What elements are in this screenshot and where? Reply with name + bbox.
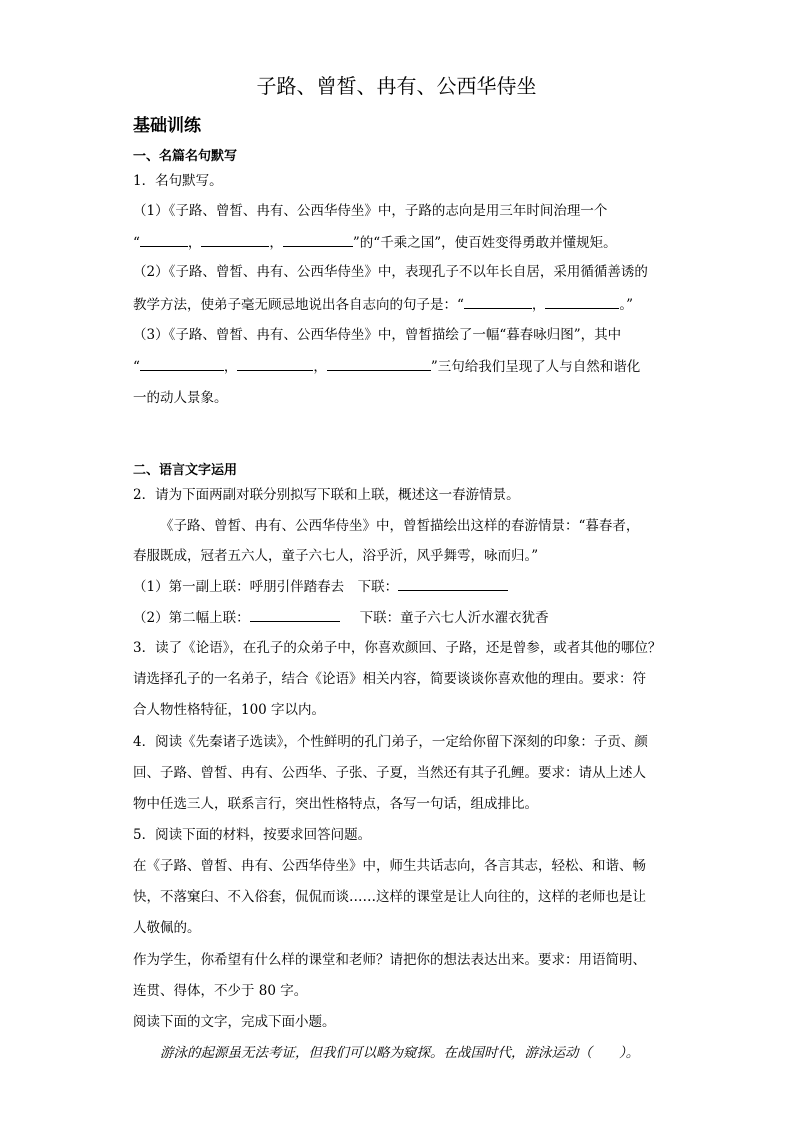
answer-blank[interactable] xyxy=(250,607,340,622)
q3-line3: 合人物性格特征，100 字以内。 xyxy=(133,702,326,718)
q2-quote-line2: 春服既成，冠者五六人，童子六七人，浴乎沂，风乎舞雩，咏而归。” xyxy=(133,548,539,564)
q5-material-line3: 人敬佩的。 xyxy=(133,920,201,936)
answer-blank[interactable] xyxy=(201,232,269,247)
q1-1-line2 xyxy=(133,232,617,253)
q2-stem: 2．请为下面两副对联分别拟写下联和上联，概述这一春游情景。 xyxy=(133,487,520,503)
q5-material-line2: 快，不落窠臼、不入俗套，侃侃而谈……这样的课堂是让人向往的，这样的老师也是让 xyxy=(133,889,646,905)
q4-line1: 4．阅读《先秦诸子选读》，个性鲜明的孔门弟子，一定给你留下深刻的印象：子贡、颜 xyxy=(133,734,648,750)
answer-blank[interactable] xyxy=(398,576,508,591)
q1-3-line3: 一的动人景象。 xyxy=(133,390,228,406)
q5-requirement-line1: 作为学生，你希望有什么样的课堂和老师？请把你的想法表达出来。要求：用语简明、 xyxy=(133,952,646,968)
q4-line2: 回、子路、曾皙、冉有、公西华、子张、子夏，当然还有其子孔鲤。要求：请从上述人 xyxy=(133,765,646,781)
line-tail: ”三句给我们呈现了人与自然和谐化 xyxy=(430,359,641,375)
answer-blank[interactable] xyxy=(237,356,313,371)
line-head: 教学方法，使弟子毫无顾忌地说出各自志向的句子是：“ xyxy=(133,297,464,313)
q1-2-line1: （2）《子路、曾皙、冉有、公西华侍坐》中，表现孔子不以年长自居，采用循循善诱的 xyxy=(133,264,648,280)
separator: ， xyxy=(223,359,238,375)
separator: ， xyxy=(269,235,283,251)
couplet-1-text: （1）第一副上联：呼朋引伴踏春去 下联： xyxy=(133,579,399,595)
q4-line3: 物中任选三人，联系言行，突出性格特点，各写一句话，组成排比。 xyxy=(133,796,538,812)
q1-2-line2 xyxy=(133,294,633,315)
q2-1 xyxy=(133,576,508,597)
separator: ， xyxy=(187,235,202,251)
q5-stem: 5．阅读下面的材料，按要求回答问题。 xyxy=(133,827,372,843)
answer-blank[interactable] xyxy=(140,232,188,247)
q1-stem: 1．名句默写。 xyxy=(133,173,223,189)
couplet-2-right: 下联：童子六七人沂水濯衣犹香 xyxy=(359,610,549,626)
quote-open: “ xyxy=(133,359,140,375)
answer-blank[interactable] xyxy=(327,356,431,371)
q5-material-line1: 在《子路、曾皙、冉有、公西华侍坐》中，师生共话志向，各言其志，轻松、和谐、畅 xyxy=(133,858,646,874)
answer-blank[interactable] xyxy=(140,356,224,371)
part1-heading: 一、名篇名句默写 xyxy=(133,149,238,164)
section-heading: 基础训练 xyxy=(133,116,201,136)
couplet-2-left: （2）第二幅上联： xyxy=(133,610,250,626)
q1-1-line1: （1）《子路、曾皙、冉有、公西华侍坐》中，子路的志向是用三年时间治理一个 xyxy=(133,203,608,219)
separator: ， xyxy=(531,297,546,313)
separator: ， xyxy=(313,359,327,375)
part2-heading: 二、语言文字运用 xyxy=(133,463,238,478)
answer-blank[interactable] xyxy=(545,294,619,309)
line-tail: 。” xyxy=(619,297,634,313)
reading-passage: 游泳的起源虽无法考证，但我们可以略为窥探。在战国时代，游泳运动（ ）。 xyxy=(160,1045,640,1061)
answer-blank[interactable] xyxy=(464,294,532,309)
answer-blank[interactable] xyxy=(283,232,353,247)
q3-line2: 请选择孔子的一名弟子，结合《论语》相关内容，简要谈谈你喜欢他的理由。要求：符 xyxy=(133,671,646,687)
reading-intro: 阅读下面的文字，完成下面小题。 xyxy=(133,1014,336,1030)
q3-line1: 3．读了《论语》，在孔子的众弟子中，你喜欢颜回、子路，还是曾参，或者其他的哪位？ xyxy=(133,640,662,656)
q2-quote-line1: 《子路、曾皙、冉有、公西华侍坐》中，曾皙描绘出这样的春游情景：“暮春者， xyxy=(160,518,640,534)
q2-2 xyxy=(133,607,549,628)
q5-requirement-line2: 连贯、得体，不少于 80 字。 xyxy=(133,983,308,999)
line-tail: ”的“千乘之国”，使百姓变得勇敢并懂规矩。 xyxy=(352,235,617,251)
document-title: 子路、曾皙、冉有、公西华侍坐 xyxy=(256,74,537,98)
quote-open: “ xyxy=(133,235,140,251)
q1-3-line2 xyxy=(133,356,640,377)
q1-3-line1: （3）《子路、曾皙、冉有、公西华侍坐》中，曾皙描绘了一幅“暮春咏归图”，其中 xyxy=(133,327,622,343)
